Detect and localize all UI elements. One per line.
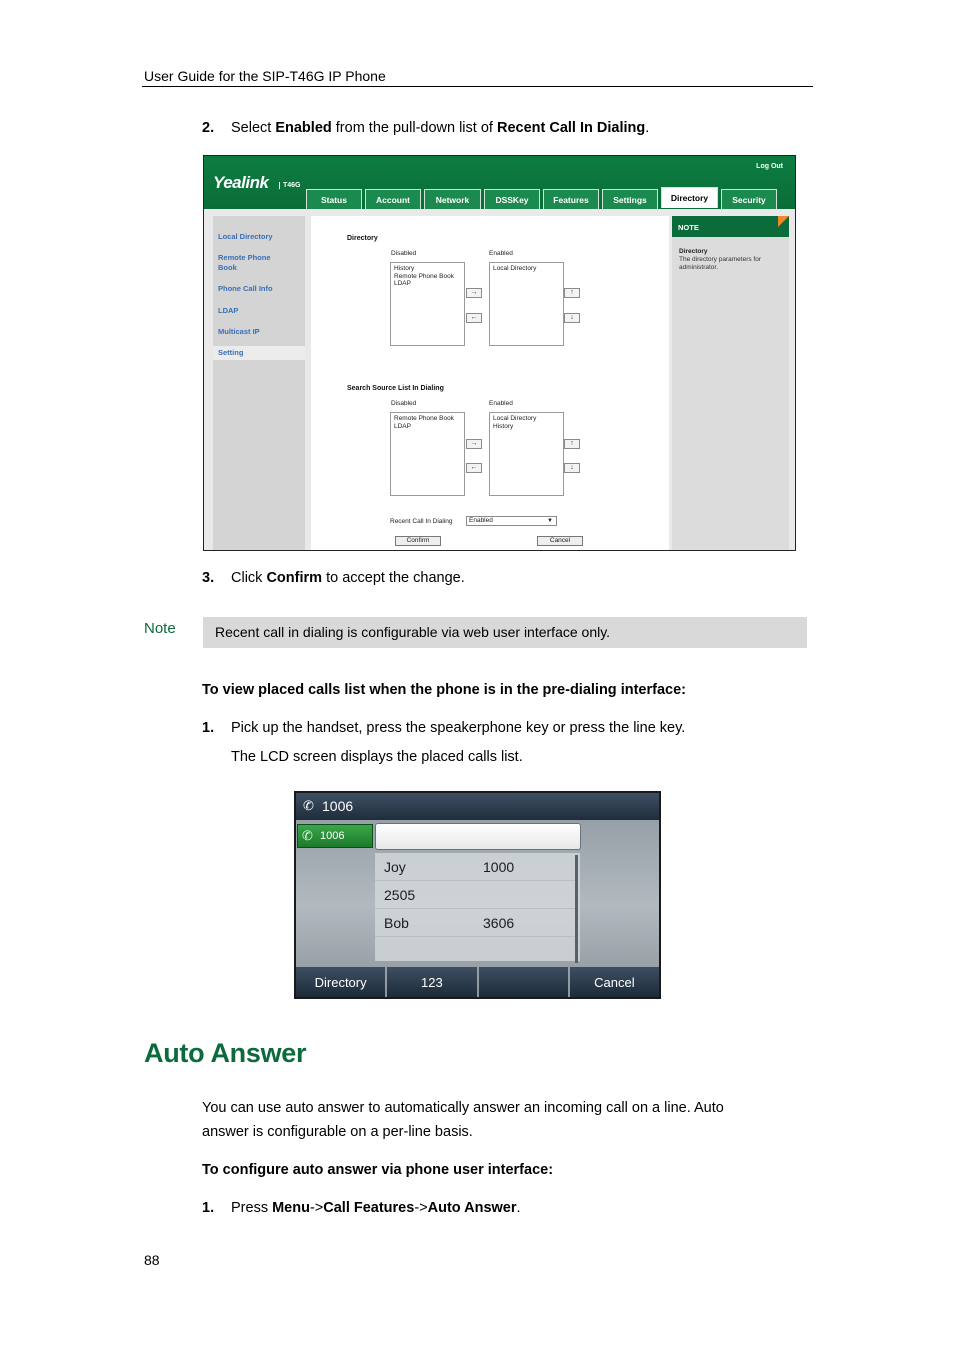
list-item[interactable]: History	[493, 422, 514, 430]
page-header-title: User Guide for the SIP-T46G IP Phone	[144, 68, 386, 84]
step-press-menu	[202, 1199, 802, 1217]
move-right-button[interactable]: →	[466, 288, 482, 298]
call-number: 3606	[483, 915, 515, 931]
softkey-directory[interactable]: Directory	[296, 967, 385, 997]
placed-calls-list	[375, 853, 580, 961]
view-placed-calls-heading: To view placed calls list when the phone is in the pre-dialing interface:	[202, 682, 686, 698]
note-label: Note	[144, 620, 176, 637]
tab-features[interactable]: Features	[543, 189, 599, 209]
call-name: Joy	[384, 859, 406, 875]
lcd-softkey-bar	[296, 967, 659, 997]
note-corner-icon	[778, 216, 789, 227]
softkey-cancel[interactable]: Cancel	[570, 967, 659, 997]
search-move-left-button[interactable]: ←	[466, 463, 482, 473]
nav-remote-phone-book[interactable]: Remote Phone Book	[218, 253, 271, 272]
lcd-title-text: 1006	[322, 798, 354, 814]
step-number: 1.	[202, 1200, 215, 1216]
step-pickup	[202, 719, 802, 737]
tab-dsskey[interactable]: DSSKey	[484, 189, 540, 209]
nav-multicast-ip[interactable]: Multicast IP	[218, 327, 260, 336]
softkey-123[interactable]: 123	[387, 967, 476, 997]
lcd-screenshot	[294, 791, 661, 999]
step-text: Click Confirm to accept the change.	[231, 570, 465, 586]
search-disabled-list[interactable]	[390, 412, 465, 496]
move-down-button[interactable]: ↓	[564, 313, 580, 323]
cancel-button[interactable]: Cancel	[537, 536, 583, 546]
directory-disabled-label: Disabled	[391, 250, 417, 257]
page-number: 88	[144, 1252, 160, 1268]
move-up-button[interactable]: ↑	[564, 288, 580, 298]
lcd-title-bar	[296, 793, 659, 820]
step-number: 1.	[202, 720, 215, 736]
search-disabled-label: Disabled	[391, 400, 417, 407]
yealink-logo: Yealink	[213, 173, 269, 192]
step-click-confirm	[202, 569, 802, 587]
list-item[interactable]: Local Directory	[493, 415, 537, 422]
step-select-enabled	[202, 119, 802, 137]
call-number: 1000	[483, 859, 515, 875]
tab-settings[interactable]: Settings	[602, 189, 658, 209]
web-note-heading: Directory	[679, 248, 708, 255]
call-name: 2505	[384, 887, 416, 903]
recent-call-label: Recent Call In Dialing	[390, 518, 453, 525]
list-item[interactable]: LDAP	[394, 422, 411, 430]
tab-security[interactable]: Security	[721, 189, 777, 209]
web-ui-screenshot	[203, 155, 796, 551]
web-note-text: The directory parameters for administrator.	[679, 256, 762, 271]
directory-section-title: Directory	[347, 235, 378, 242]
step-number: 2.	[202, 120, 215, 136]
web-note-body	[679, 248, 784, 272]
list-item[interactable]: Local Directory	[493, 265, 537, 272]
lcd-scrollbar[interactable]	[575, 855, 578, 963]
tab-status[interactable]: Status	[306, 189, 362, 209]
search-enabled-list[interactable]	[489, 412, 564, 496]
header-rule	[142, 86, 813, 87]
section-title: Auto Answer	[144, 1038, 307, 1068]
search-move-right-button[interactable]: →	[466, 439, 482, 449]
list-item[interactable]: History	[394, 265, 415, 272]
recent-call-value: Enabled	[469, 517, 493, 524]
search-move-up-button[interactable]: ↑	[564, 439, 580, 449]
list-item[interactable]	[375, 909, 575, 937]
list-item[interactable]	[375, 881, 575, 909]
nav-phone-call-info[interactable]: Phone Call Info	[218, 284, 273, 293]
dial-input[interactable]	[375, 823, 581, 850]
move-left-button[interactable]: ←	[466, 313, 482, 323]
nav-local-directory[interactable]: Local Directory	[218, 232, 273, 241]
directory-enabled-label: Enabled	[489, 250, 513, 257]
search-enabled-label: Enabled	[489, 400, 513, 407]
chevron-down-icon: ▼	[547, 518, 553, 524]
phone-icon: ✆	[302, 828, 313, 843]
list-item[interactable]	[375, 853, 575, 881]
step-text: Select Enabled from the pull-down list of Recent Call In Dialing.	[231, 120, 650, 136]
lcd-caption: The LCD screen displays the placed calls list.	[231, 749, 523, 765]
search-move-down-button[interactable]: ↓	[564, 463, 580, 473]
web-note-title: NOTE	[672, 216, 789, 237]
tab-network[interactable]: Network	[424, 189, 481, 209]
softkey-empty[interactable]	[479, 967, 568, 997]
tab-account[interactable]: Account	[365, 189, 421, 209]
list-item[interactable]: Remote Phone Book	[394, 415, 454, 422]
web-tab-bar	[306, 189, 777, 209]
directory-disabled-list[interactable]	[390, 262, 465, 346]
logout-link[interactable]: Log Out	[756, 163, 783, 170]
recent-call-select[interactable]	[466, 516, 557, 526]
section-intro-line1: You can use auto answer to automatically answer an incoming call on a line. Auto	[202, 1100, 724, 1116]
confirm-button[interactable]: Confirm	[395, 536, 441, 546]
search-source-title: Search Source List In Dialing	[347, 385, 444, 392]
line-key-label: 1006	[320, 830, 345, 842]
model-label: T46G	[279, 182, 301, 189]
phone-icon: ✆	[303, 798, 314, 813]
step-text: Press Menu->Call Features->Auto Answer.	[231, 1200, 521, 1216]
call-name: Bob	[384, 915, 409, 931]
configure-heading: To configure auto answer via phone user interface:	[202, 1162, 554, 1178]
tab-directory[interactable]: Directory	[661, 187, 718, 208]
step-text: Pick up the handset, press the speakerphone key or press the line key.	[231, 720, 686, 736]
section-intro-line2: answer is configurable on a per-line basis.	[202, 1124, 473, 1140]
list-item[interactable]: Remote Phone Book	[394, 272, 454, 280]
nav-ldap[interactable]: LDAP	[218, 306, 239, 315]
note-box: Recent call in dialing is configurable via web user interface only.	[203, 617, 807, 648]
nav-setting[interactable]: Setting	[213, 346, 305, 360]
line-key[interactable]	[297, 824, 373, 848]
step-number: 3.	[202, 570, 215, 586]
directory-enabled-list[interactable]	[489, 262, 564, 346]
list-item[interactable]: LDAP	[394, 280, 411, 287]
